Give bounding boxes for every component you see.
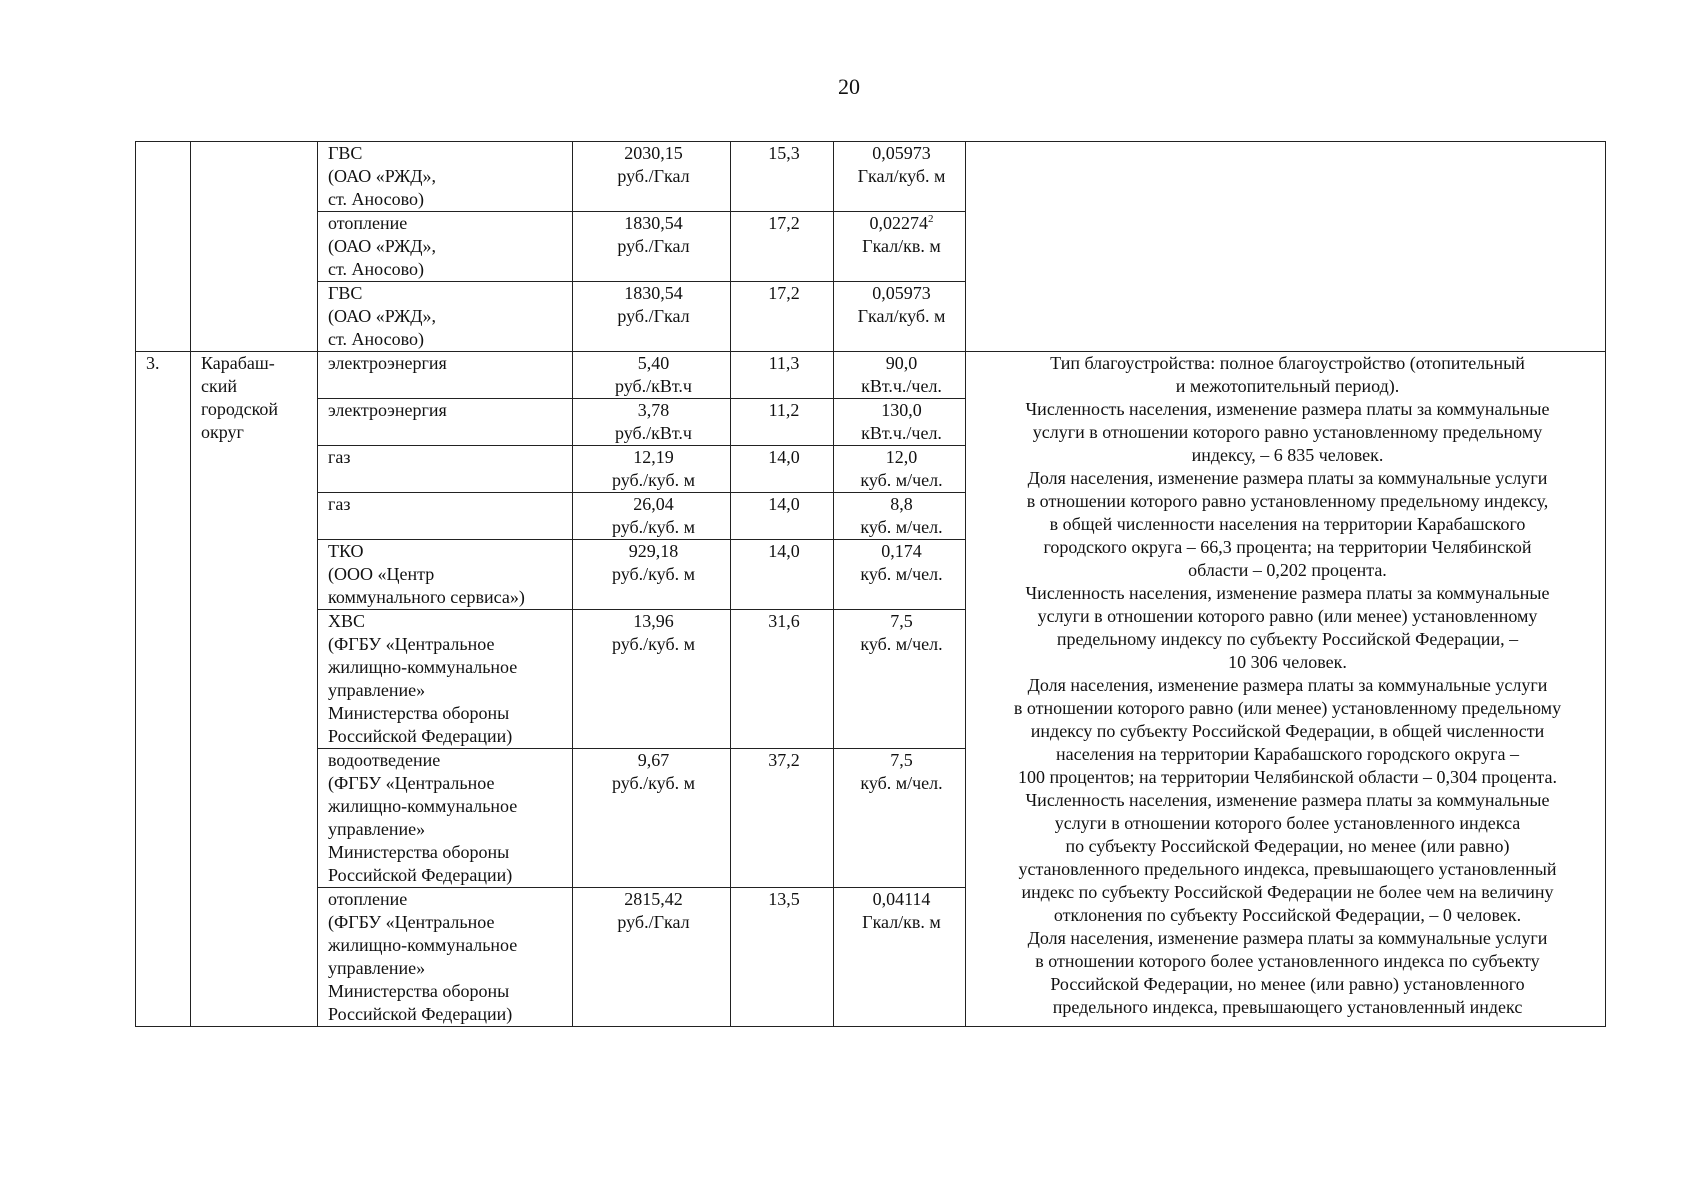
tariff-unit: руб./куб. м bbox=[612, 470, 695, 490]
index-cell bbox=[731, 540, 834, 610]
norm-cell bbox=[834, 399, 966, 446]
note-line: и межотопительный период). bbox=[1175, 376, 1400, 396]
service-cell bbox=[318, 888, 573, 1027]
norm-value bbox=[844, 888, 959, 911]
service-line: управление» bbox=[328, 958, 426, 978]
tariff-cell bbox=[573, 749, 731, 888]
index-value: 37,2 bbox=[768, 750, 800, 770]
tariff-cell bbox=[573, 352, 731, 399]
service-cell bbox=[318, 493, 573, 540]
service-line: (ОАО «РЖД», bbox=[328, 236, 436, 256]
service-cell bbox=[318, 749, 573, 888]
norm-value bbox=[844, 212, 959, 235]
index-cell bbox=[731, 399, 834, 446]
norm-cell bbox=[834, 352, 966, 399]
service-line: отопление bbox=[328, 213, 408, 233]
service-line: ст. Аносово) bbox=[328, 259, 424, 279]
norm-number: 12,0 bbox=[885, 447, 918, 467]
service-line: Министерства обороны bbox=[328, 842, 510, 862]
norm-cell bbox=[834, 749, 966, 888]
service-line: жилищно-коммунальное bbox=[328, 657, 518, 677]
index-value: 13,5 bbox=[768, 889, 800, 909]
note-line: Численность населения, изменение размера платы за коммунальные bbox=[1025, 399, 1550, 419]
tariff-value: 929,18 bbox=[628, 541, 679, 561]
norm-unit: Гкал/кв. м bbox=[862, 236, 941, 256]
service-line: (ФГБУ «Центральное bbox=[328, 773, 495, 793]
tariff-cell bbox=[573, 888, 731, 1027]
service-line: газ bbox=[328, 494, 351, 514]
service-line: жилищно-коммунальное bbox=[328, 796, 518, 816]
norm-number: 0,174 bbox=[881, 541, 922, 561]
index-cell bbox=[731, 446, 834, 493]
norm-unit: Гкал/куб. м bbox=[857, 306, 946, 326]
number-cell bbox=[136, 142, 191, 352]
service-cell bbox=[318, 352, 573, 399]
index-value: 14,0 bbox=[768, 541, 800, 561]
norm-cell bbox=[834, 446, 966, 493]
index-value: 31,6 bbox=[768, 611, 800, 631]
note-line: Тип благоустройства: полное благоустройство (отопительный bbox=[1050, 353, 1525, 373]
note-line: в общей численности населения на территории Карабашского bbox=[1049, 514, 1526, 534]
service-cell bbox=[318, 282, 573, 352]
tariff-cell bbox=[573, 493, 731, 540]
index-value: 14,0 bbox=[768, 447, 800, 467]
service-line: ГВС bbox=[328, 283, 363, 303]
note-line: 10 306 человек. bbox=[1228, 652, 1347, 672]
tariff-unit: руб./Гкал bbox=[617, 306, 690, 326]
service-line: Министерства обороны bbox=[328, 703, 510, 723]
tariff-cell bbox=[573, 142, 731, 212]
note-line: предельного индекса, превышающего установленный индекс bbox=[1052, 997, 1523, 1017]
norm-unit: Гкал/куб. м bbox=[857, 166, 946, 186]
note-line: населения на территории Карабашского городского округа – bbox=[1055, 744, 1520, 764]
tariff-unit: руб./куб. м bbox=[612, 517, 695, 537]
index-cell bbox=[731, 610, 834, 749]
tariff-value: 1830,54 bbox=[624, 213, 683, 233]
norm-value bbox=[844, 610, 959, 633]
norm-unit: куб. м/чел. bbox=[860, 564, 943, 584]
norm-number: 0,04114 bbox=[872, 889, 931, 909]
norm-unit: Гкал/кв. м bbox=[862, 912, 941, 932]
tariff-unit: руб./Гкал bbox=[617, 166, 690, 186]
municipality-line: ский bbox=[201, 376, 237, 396]
service-line: ГВС bbox=[328, 143, 363, 163]
norm-value bbox=[844, 749, 959, 772]
norm-cell bbox=[834, 540, 966, 610]
service-line: Российской Федерации) bbox=[328, 726, 513, 746]
tariff-cell bbox=[573, 212, 731, 282]
note-line: по субъекту Российской Федерации, но менее (или равно) bbox=[1065, 836, 1510, 856]
service-cell bbox=[318, 212, 573, 282]
tariff-value: 1830,54 bbox=[624, 283, 683, 303]
index-value: 17,2 bbox=[768, 213, 800, 233]
service-line: (ОАО «РЖД», bbox=[328, 166, 436, 186]
tariff-cell bbox=[573, 282, 731, 352]
norm-value bbox=[844, 282, 959, 305]
norm-value bbox=[844, 399, 959, 422]
norm-cell bbox=[834, 610, 966, 749]
note-line: индексу, – 6 835 человек. bbox=[1191, 445, 1384, 465]
index-cell bbox=[731, 493, 834, 540]
service-line: управление» bbox=[328, 680, 426, 700]
tariff-cell bbox=[573, 610, 731, 749]
index-value: 11,3 bbox=[768, 353, 800, 373]
service-line: ХВС bbox=[328, 611, 366, 631]
service-cell bbox=[318, 446, 573, 493]
tariff-value: 2815,42 bbox=[624, 889, 683, 909]
note-line: Доля населения, изменение размера платы за коммунальные услуги bbox=[1027, 928, 1548, 948]
tariff-value: 3,78 bbox=[637, 400, 670, 420]
service-line: водоотведение bbox=[328, 750, 441, 770]
index-cell bbox=[731, 352, 834, 399]
row-number-text: 3. bbox=[146, 353, 160, 373]
tariff-unit: руб./куб. м bbox=[612, 564, 695, 584]
tariff-unit: руб./Гкал bbox=[617, 236, 690, 256]
norm-value bbox=[844, 493, 959, 516]
norm-number: 7,5 bbox=[890, 750, 913, 770]
service-cell bbox=[318, 540, 573, 610]
service-line: (ФГБУ «Центральное bbox=[328, 912, 495, 932]
note-line: городского округа – 66,3 процента; на территории Челябинской bbox=[1043, 537, 1532, 557]
norm-number: 90,0 bbox=[885, 353, 918, 373]
norm-unit: куб. м/чел. bbox=[860, 470, 943, 490]
note-line: в отношении которого равно (или менее) установленному предельному bbox=[1013, 698, 1562, 718]
index-cell bbox=[731, 888, 834, 1027]
index-cell bbox=[731, 142, 834, 212]
tariff-unit: руб./кВт.ч bbox=[614, 376, 692, 396]
note-line: отклонения по субъекту Российской Федерации, – 0 человек. bbox=[1053, 905, 1522, 925]
municipality-cell bbox=[191, 142, 318, 352]
norm-cell bbox=[834, 142, 966, 212]
index-cell bbox=[731, 749, 834, 888]
tariff-unit: руб./кВт.ч bbox=[614, 423, 692, 443]
note-line: 100 процентов; на территории Челябинской области – 0,304 процента. bbox=[1018, 767, 1557, 787]
tariff-value: 9,67 bbox=[637, 750, 670, 770]
service-line: электроэнергия bbox=[328, 400, 447, 420]
municipality-line: округ bbox=[201, 422, 244, 442]
note-line: Российской Федерации, но менее (или равно) установленного bbox=[1050, 974, 1525, 994]
norm-cell bbox=[834, 212, 966, 282]
norm-unit: куб. м/чел. bbox=[860, 517, 943, 537]
service-cell bbox=[318, 610, 573, 749]
service-line: Министерства обороны bbox=[328, 981, 510, 1001]
service-cell bbox=[318, 142, 573, 212]
note-line: Численность населения, изменение размера платы за коммунальные bbox=[1025, 790, 1550, 810]
tariff-cell bbox=[573, 540, 731, 610]
index-cell bbox=[731, 282, 834, 352]
norm-cell bbox=[834, 282, 966, 352]
tariff-cell bbox=[573, 399, 731, 446]
note-line: в отношении которого более установленного индекса по субъекту bbox=[1035, 951, 1540, 971]
tariff-unit: руб./куб. м bbox=[612, 773, 695, 793]
service-line: электроэнергия bbox=[328, 353, 447, 373]
page-number: 20 bbox=[838, 74, 860, 99]
note-line: в отношении которого равно установленному предельному индексу, bbox=[1026, 491, 1549, 511]
norm-unit: куб. м/чел. bbox=[860, 773, 943, 793]
note-line: Доля населения, изменение размера платы за коммунальные услуги bbox=[1027, 468, 1548, 488]
note-line: индекс по субъекту Российской Федерации не более чем на величину bbox=[1021, 882, 1554, 902]
note-line: услуги в отношении которого равно установленному предельному bbox=[1032, 422, 1543, 442]
service-line: ст. Аносово) bbox=[328, 189, 424, 209]
norm-value bbox=[844, 540, 959, 563]
norm-number: 130,0 bbox=[881, 400, 922, 420]
norm-number: 0,05973 bbox=[872, 143, 931, 163]
norm-cell bbox=[834, 493, 966, 540]
index-value: 15,3 bbox=[768, 143, 800, 163]
service-line: жилищно-коммунальное bbox=[328, 935, 518, 955]
table-row bbox=[136, 352, 1606, 399]
municipality-line: Карабаш- bbox=[201, 353, 275, 373]
tariff-value: 12,19 bbox=[633, 447, 674, 467]
tariff-value: 5,40 bbox=[637, 353, 670, 373]
table-row bbox=[136, 142, 1606, 212]
note-line: услуги в отношении которого более установленного индекса bbox=[1054, 813, 1521, 833]
note-line: области – 0,202 процента. bbox=[1188, 560, 1387, 580]
index-cell bbox=[731, 212, 834, 282]
tariff-unit: руб./куб. м bbox=[612, 634, 695, 654]
note-line: индексу по субъекту Российской Федерации, в общей численности bbox=[1030, 721, 1545, 741]
service-line: ст. Аносово) bbox=[328, 329, 424, 349]
note-line: предельному индексу по субъекту Российской Федерации, – bbox=[1056, 629, 1519, 649]
tariff-value: 13,96 bbox=[633, 611, 674, 631]
index-value: 17,2 bbox=[768, 283, 800, 303]
norm-unit: кВт.ч./чел. bbox=[861, 376, 942, 396]
service-line: (ООО «Центр bbox=[328, 564, 435, 584]
norm-unit: кВт.ч./чел. bbox=[861, 423, 942, 443]
index-value: 11,2 bbox=[768, 400, 800, 420]
norm-unit: куб. м/чел. bbox=[860, 634, 943, 654]
note-cell bbox=[966, 352, 1606, 1027]
norm-number: 0,05973 bbox=[872, 283, 931, 303]
note-line: Численность населения, изменение размера платы за коммунальные bbox=[1025, 583, 1550, 603]
municipality-name bbox=[191, 352, 318, 1027]
norm-number: 8,8 bbox=[890, 494, 913, 514]
norm-value bbox=[844, 446, 959, 469]
note-cell-empty bbox=[966, 142, 1606, 352]
index-value: 14,0 bbox=[768, 494, 800, 514]
tariff-value: 26,04 bbox=[633, 494, 674, 514]
norm-number: 0,02274 bbox=[869, 213, 928, 233]
tariff-cell bbox=[573, 446, 731, 493]
norm-value bbox=[844, 142, 959, 165]
service-line: Российской Федерации) bbox=[328, 1004, 513, 1024]
municipality-line: городской bbox=[201, 399, 279, 419]
service-cell bbox=[318, 399, 573, 446]
service-line: ТКО bbox=[328, 541, 364, 561]
service-line: Российской Федерации) bbox=[328, 865, 513, 885]
note-line: Доля населения, изменение размера платы за коммунальные услуги bbox=[1027, 675, 1548, 695]
note-line: установленного предельного индекса, превышающего установленный bbox=[1018, 859, 1557, 879]
service-line: управление» bbox=[328, 819, 426, 839]
note-line: услуги в отношении которого равно (или менее) установленному bbox=[1037, 606, 1538, 626]
service-line: (ФГБУ «Центральное bbox=[328, 634, 495, 654]
row-number bbox=[136, 352, 191, 1027]
service-line: коммунального сервиса») bbox=[328, 587, 525, 607]
tariff-unit: руб./Гкал bbox=[617, 912, 690, 932]
norm-number: 7,5 bbox=[890, 611, 913, 631]
service-line: отопление bbox=[328, 889, 408, 909]
norm-value bbox=[844, 352, 959, 375]
service-line: (ОАО «РЖД», bbox=[328, 306, 436, 326]
tariff-value: 2030,15 bbox=[624, 143, 683, 163]
tariff-table bbox=[135, 141, 1606, 1027]
service-line: газ bbox=[328, 447, 351, 467]
norm-cell bbox=[834, 888, 966, 1027]
norm-footnote: 2 bbox=[928, 213, 934, 225]
